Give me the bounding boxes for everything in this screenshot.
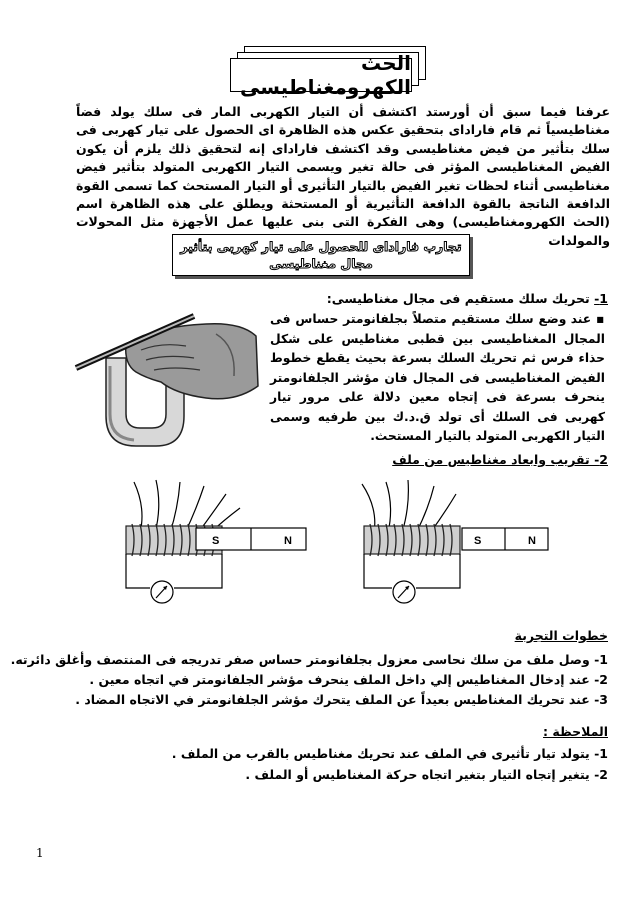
magnet-pole-s: S: [212, 535, 220, 547]
experiment-1-number: 1-: [594, 291, 608, 306]
subtitle-line-1: تجارب فاراداى للحصول على تيار كهربى بتأثير: [180, 239, 462, 254]
magnet-pole-s: S: [474, 535, 482, 547]
experiment-1-text: عند وضع سلك مستقيم متصلاً بجلفانومتر حساس فى المجال المغناطيسى بين قطبى مغناطيس على شكل حذاء فرس ثم تحريك السلك بسرعة بحيث يقطع خطوط الفيض المغناطيسى فى المجال فان مؤشر الجلفانومتر ينحرف بسرعة فى إتجاه معين دلالة على مرور تيار كهربى فى السلك أى تولد ق.د.ك بين طرفيه وسمى التيار الكهربى المتولد بالتيار المستحث.: [270, 312, 605, 443]
step-item: 1- وصل ملف من سلك نحاسى معزول بجلفانومتر حساس صفر تدريجه فى المنتصف وأغلق دائرته.: [10, 652, 608, 667]
hand-magnet-illustration: [66, 306, 262, 456]
notes-heading: الملاحظة :: [543, 724, 608, 739]
section-subtitle-box: [172, 234, 470, 276]
section-subtitle: [180, 238, 461, 272]
bullet-square-icon: ▪: [591, 312, 605, 326]
coil-diagram-right: [338, 478, 568, 618]
steps-heading: خطوات التجربة: [514, 628, 608, 643]
coil-diagram-left: [100, 478, 330, 618]
note-item: 1- يتولد تيار تأثيرى في الملف عند تحريك مغناطيس بالقرب من الملف .: [171, 746, 608, 761]
page-title-frame: [230, 51, 418, 99]
magnet-pole-n: N: [284, 535, 292, 547]
experiment-2-heading: 2- تقريب وابعاد مغناطيس من ملف: [392, 452, 608, 467]
intro-paragraph: عرفنا فيما سبق أن أورستد اكتشف أن التيار الكهربى المار فى سلك يولد فضاً مغناطيسياً ثم قام فاراداى بتحقيق عكس هذه الظاهرة اى الحصول على تيار كهربى فى سلك بتأثير من فيض مغناطيسى وقد اكتشف فاراداى إنه لتحقيق ذلك يلزم أن يكون الفيض المغناطيسى المؤثر فى حالة تغير ويسمى التيار الكهربى المتولد بتأثير فيض مغناطيسى أثناء لحظات تغير الفيض بالتيار التأثيرى أو التيار المستحث كما تسمى القوة الدافعة الناتجة بالقوة الدافعة التأثيرية أو المستحثة ويطلق على هذه الظاهرة اسم (الحث الكهرومغناطيسى) وهى الفكرة التى بنى عليها عمل الأجهزة مثل المحولات والمولدات: [76, 104, 610, 248]
experiment-1-paragraph: [270, 310, 605, 447]
step-item: 3- عند تحريك المغناطيس بعيداً عن الملف يتحرك مؤشر الجلفانومتر في الاتجاه المضاد .: [75, 692, 608, 707]
experiment-1-heading: [327, 291, 608, 306]
magnet-pole-n: N: [528, 535, 536, 547]
subtitle-line-2: مجال مغناطيسى: [269, 256, 373, 271]
page-title: الحث الكهرومغناطيسى: [230, 58, 412, 92]
step-item: 2- عند إدخال المغناطيس إلي داخل الملف ينحرف مؤشر الجلفانومتر في اتجاه معين .: [89, 672, 608, 687]
page-number: 1: [36, 846, 44, 860]
note-item: 2- يتغير إتجاه التيار بتغير اتجاه حركة المغناطيس أو الملف .: [245, 767, 608, 782]
experiment-1-title: تحريك سلك مستقيم فى مجال مغناطيسى:: [326, 291, 590, 306]
